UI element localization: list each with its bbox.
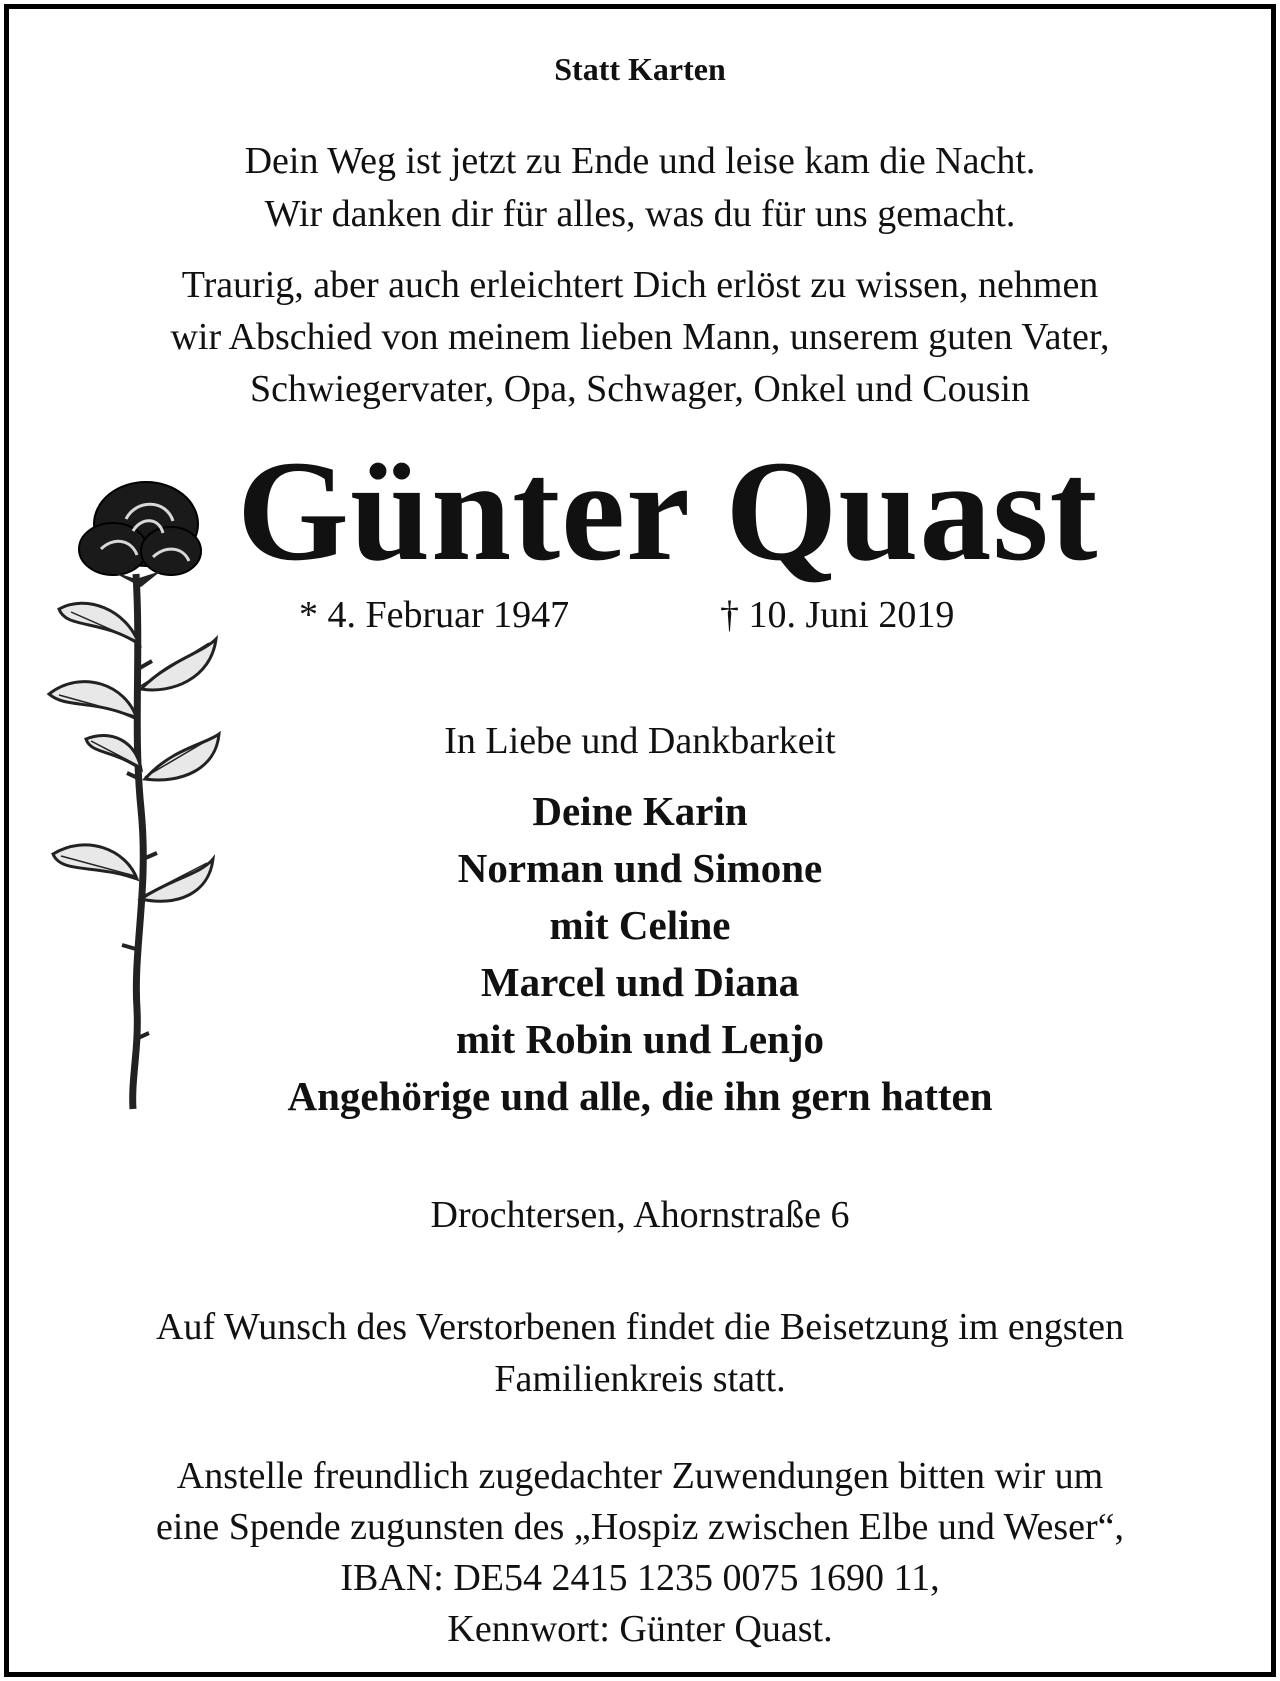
intro-line: wir Abschied von meinem lieben Mann, unserem guten Vater, — [170, 316, 1110, 358]
farewell-intro — [9, 259, 1271, 415]
intro-line: Schwiegervater, Opa, Schwager, Onkel und Cousin — [250, 368, 1030, 410]
verse-line: Wir danken dir für alles, was du für uns gemacht. — [264, 193, 1016, 235]
obituary-notice — [4, 4, 1276, 1677]
mourner-line: Angehörige und alle, die ihn gern hatten — [287, 1073, 993, 1119]
death-date: † 10. Juni 2019 — [720, 594, 955, 636]
notice-header: Statt Karten — [554, 51, 726, 87]
intro-line: Traurig, aber auch erleichtert Dich erlöst zu wissen, nehmen — [181, 264, 1099, 306]
mourner-line: Norman und Simone — [457, 845, 823, 891]
mourner-line: mit Robin und Lenjo — [456, 1016, 824, 1062]
family-address: Drochtersen, Ahornstraße 6 — [430, 1194, 850, 1236]
verse-line: Dein Weg ist jetzt zu Ende und leise kam die Nacht. — [244, 140, 1036, 182]
mourner-line: Marcel und Diana — [480, 959, 800, 1005]
birth-date: * 4. Februar 1947 — [299, 594, 570, 636]
donation-iban: IBAN: DE54 2415 1235 0075 1690 11, — [340, 1557, 940, 1599]
funeral-line: Familienkreis statt. — [494, 1358, 786, 1400]
deceased-name: Günter Quast — [237, 432, 1099, 591]
donation-keyword: Kennwort: Günter Quast. — [447, 1608, 833, 1650]
funeral-note — [9, 1301, 1271, 1405]
donation-line: eine Spende zugunsten des „Hospiz zwischen Elbe und Weser“, — [155, 1506, 1125, 1548]
closing-greeting: In Liebe und Dankbarkeit — [444, 720, 836, 762]
donation-note — [9, 1451, 1271, 1655]
mourner-line: Deine Karin — [532, 788, 748, 834]
mourners-list — [9, 783, 1271, 1125]
mourner-line: mit Celine — [549, 902, 731, 948]
donation-line: Anstelle freundlich zugedachter Zuwendungen bitten wir um — [176, 1455, 1104, 1497]
memorial-verse — [9, 135, 1271, 241]
funeral-line: Auf Wunsch des Verstorbenen findet die Beisetzung im engsten — [156, 1306, 1124, 1348]
